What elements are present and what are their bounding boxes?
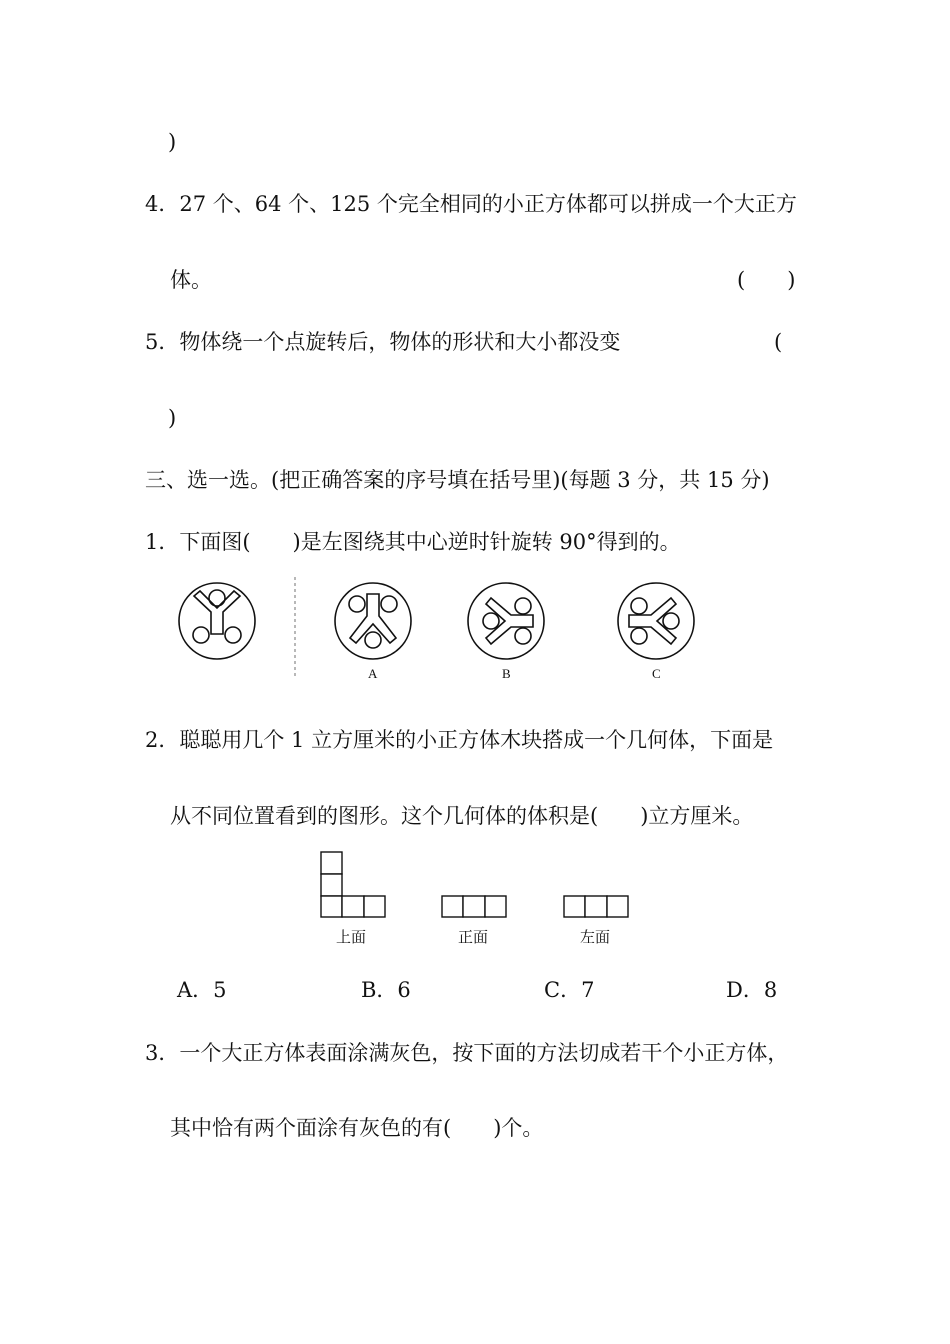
- option-c-label: C: [652, 666, 661, 681]
- paren-close-line: ): [168, 406, 177, 430]
- rotation-figure-original: [172, 578, 262, 668]
- section-3-question-3-line-1: 3．一个大正方体表面涂满灰色，按下面的方法切成若干个小正方体，: [145, 1041, 789, 1065]
- question-5-paren-open: (: [774, 330, 783, 354]
- choice-b: B．6: [361, 978, 411, 1002]
- paren-close-line: ): [168, 130, 177, 154]
- section-3-question-2-line-2: 从不同位置看到的图形。这个几何体的体积是( )立方厘米。: [170, 804, 754, 828]
- left-view-label: 左面: [580, 928, 611, 946]
- question-4-line-2: 体。: [170, 268, 212, 292]
- option-b-label: B: [502, 666, 511, 681]
- section-3-question-2-line-1: 2．聪聪用几个 1 立方厘米的小正方体木块搭成一个几何体，下面是: [145, 728, 774, 752]
- question-4-line-1: 4．27 个、64 个、125 个完全相同的小正方体都可以拼成一个大正方: [145, 192, 797, 216]
- question-4-answer-paren: ( ): [737, 268, 796, 292]
- choice-a: A．5: [177, 978, 227, 1002]
- front-view-figure: [441, 895, 511, 921]
- top-view-label: 上面: [336, 928, 367, 946]
- left-view-figure: [563, 895, 633, 921]
- section-3-question-1: 1．下面图( )是左图绕其中心逆时针旋转 90°得到的。: [145, 530, 681, 554]
- section-3-question-3-line-2: 其中恰有两个面涂有灰色的有( )个。: [170, 1116, 544, 1140]
- option-a-label: A: [368, 666, 378, 681]
- choice-d: D．8: [726, 978, 778, 1002]
- top-view-figure: [320, 851, 390, 921]
- choice-c: C．7: [544, 978, 595, 1002]
- divider-dashed-line: [293, 577, 297, 677]
- question-5-line-1: 5．物体绕一个点旋转后，物体的形状和大小都没变: [145, 330, 621, 354]
- rotation-option-a-figure: [328, 578, 418, 668]
- section-3-title: 三、选一选。(把正确答案的序号填在括号里)(每题 3 分，共 15 分): [145, 468, 770, 492]
- front-view-label: 正面: [458, 928, 489, 946]
- rotation-option-b-figure: [461, 578, 551, 668]
- rotation-option-c-figure: [611, 578, 701, 668]
